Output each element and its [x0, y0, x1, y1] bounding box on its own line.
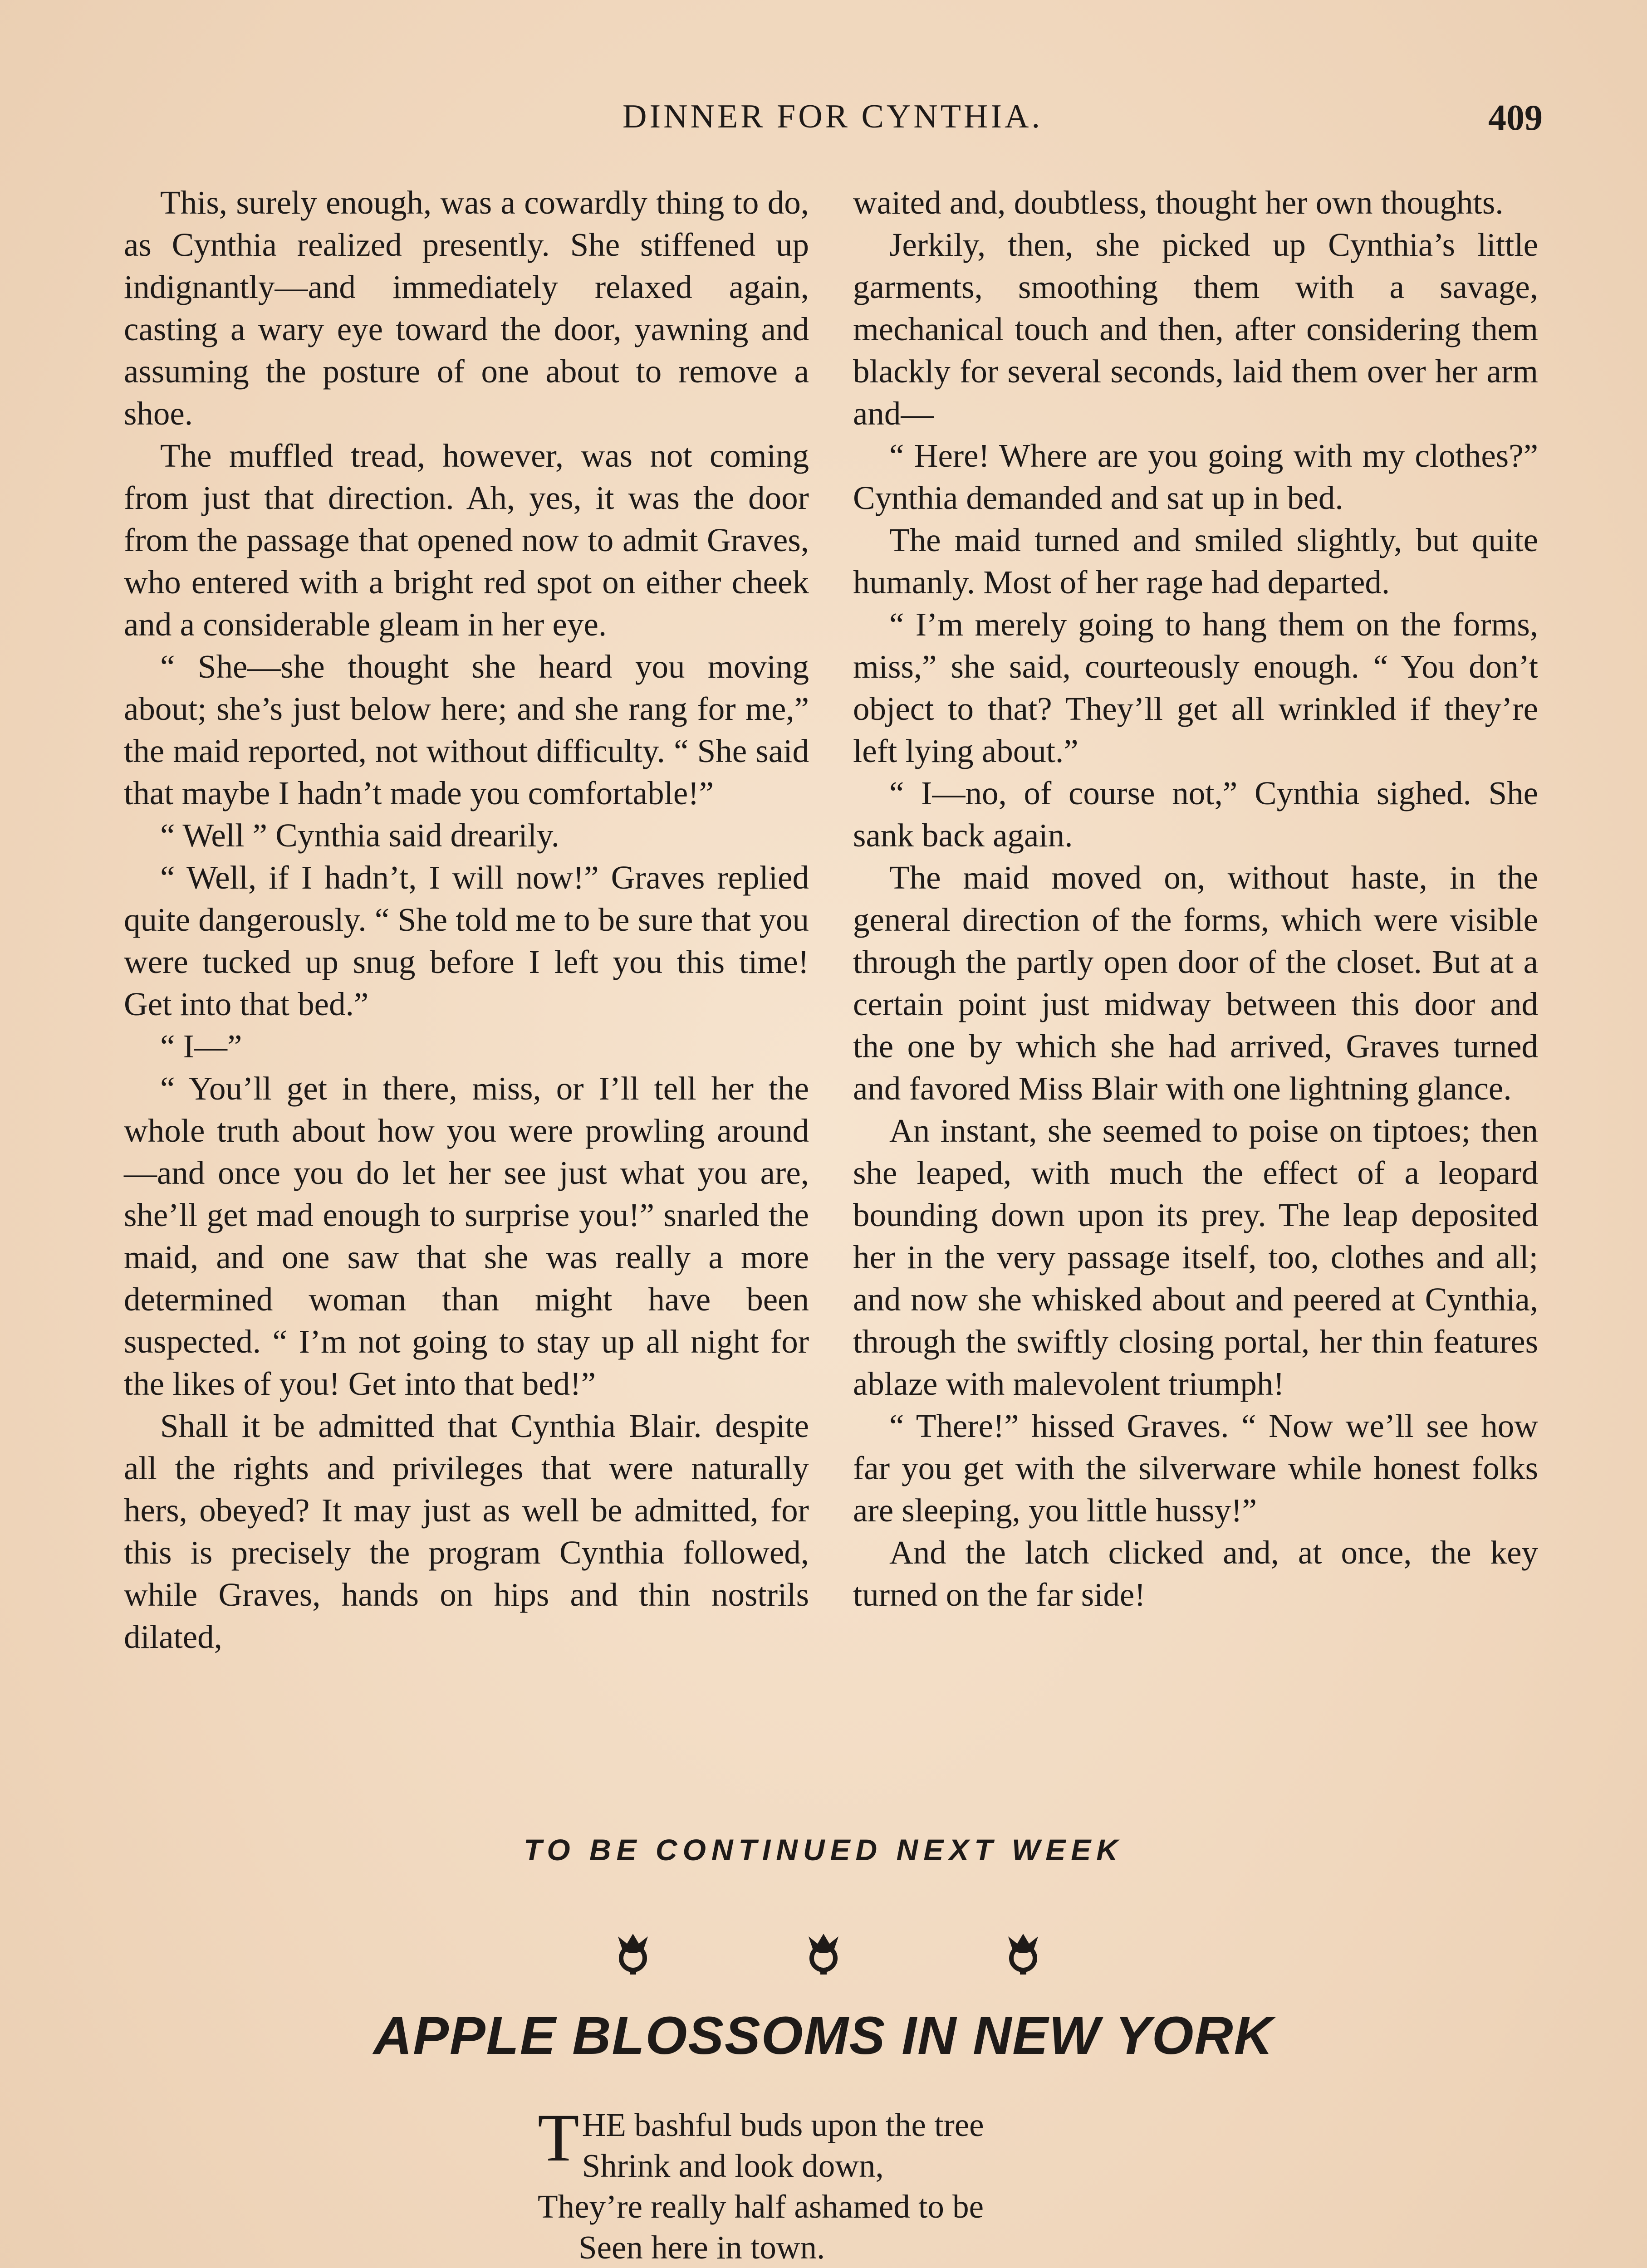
paragraph: “ I—no, of course not,” Cynthia sighed. She sank back again.: [853, 775, 1538, 854]
poem-title: APPLE BLOSSOMS IN NEW YORK: [373, 2006, 1274, 2066]
paragraph: The muffled tread, however, was not coming from just that direction. Ah, yes, it was the door from the passage that opened now to admit Graves, who entered with a bright red spot on either cheek and a considerable gleam in her eye.: [124, 437, 809, 643]
tulip-ornament-icon: [1003, 1930, 1044, 1975]
paragraph: Jerkily, then, she picked up Cynthia’s little garments, smoothing them with a savage, mechanical touch and then, after considering them blackly for several seconds, laid them over her arm and—: [853, 226, 1538, 432]
paragraph: This, surely enough, was a cowardly thing to do, as Cynthia realized presently. She stiffened up indignantly—and immediately relaxed again, casting a wary eye toward the door, yawning and assuming the posture of one about to remove a shoe.: [124, 184, 809, 432]
paragraph: An instant, she seemed to poise on tiptoes; then she leaped, with much the effect of a leopard bounding down upon its prey. The leap deposited her in the very passage itself, too, clothes and all; and now she whisked about and peered at Cynthia, through the swiftly closing portal, her thin features ablaze with malevolent triumph!: [853, 1112, 1538, 1402]
left-text-column: [124, 181, 809, 1658]
poem-line: Shrink and look down,: [582, 2147, 884, 2184]
running-title: DINNER FOR CYNTHIA.: [623, 98, 1043, 135]
paragraph: “ Well, if I hadn’t, I will now!” Graves replied quite dangerously. “ She told me to be sure that you were tucked up snug before I left you this time! Get into that bed.”: [124, 859, 809, 1022]
paragraph: The maid turned and smiled slightly, but quite humanly. Most of her rage had departed.: [853, 522, 1538, 601]
poem-line: Seen here in town.: [578, 2229, 825, 2266]
ornament-divider: [0, 1930, 1647, 1980]
poem-line-text: HE bashful buds upon the tree: [582, 2107, 984, 2143]
paragraph-continuation: waited and, doubtless, thought her own thoughts.: [853, 184, 1504, 221]
right-text-column: [853, 181, 1538, 1616]
drop-cap: T: [538, 2100, 579, 2175]
continued-notice: TO BE CONTINUED NEXT WEEK: [524, 1833, 1123, 1867]
tulip-ornament-icon: [803, 1930, 844, 1975]
paragraph: Shall it be admitted that Cynthia Blair. despite all the rights and privileges that were naturally hers, obeyed? It may just as well be admitted, for this is precisely the program Cynthia followed, while Graves, hands on hips and thin nostrils dilated,: [124, 1408, 809, 1655]
poem-line: They’re really half ashamed to be: [538, 2188, 984, 2225]
paragraph: “ She—she thought she heard you moving about; she’s just below here; and she rang for me,” the maid reported, not without difficulty. “ She said that maybe I hadn’t made you comfortable!”: [124, 648, 809, 811]
paragraph: And the latch clicked and, at once, the key turned on the far side!: [853, 1534, 1538, 1613]
paragraph: “ There!” hissed Graves. “ Now we’ll see how far you get with the silverware while honest folks are sleeping, you little hussy!”: [853, 1408, 1538, 1529]
paragraph: “ I—”: [160, 1028, 242, 1065]
tulip-ornament-icon: [613, 1930, 653, 1975]
poem: [538, 2100, 1218, 2268]
page-header: [123, 98, 1543, 147]
paragraph: “ Well ” Cynthia said drearily.: [160, 817, 559, 854]
paragraph: The maid moved on, without haste, in the general direction of the forms, which were visible through the partly open door of the closet. But at a certain point just midway between this door and the one by which she had arrived, Graves turned and favored Miss Blair with one lightning glance.: [853, 859, 1538, 1107]
paragraph: “ I’m merely going to hang them on the forms, miss,” she said, courteously enough. “ You don’t object to that? They’ll get all wrinkled if they’re left lying about.”: [853, 606, 1538, 769]
page-number: 409: [1488, 98, 1543, 138]
paragraph: “ You’ll get in there, miss, or I’ll tell her the whole truth about how you were prowling around—and once you do let her see just what you are, she’ll get mad enough to surprise you!” snarled the maid, and one saw that she was really a more determined woman than might have been suspected. “ I’m not going to stay up all night for the likes of you! Get into that bed!”: [124, 1070, 809, 1402]
paragraph: “ Here! Where are you going with my clothes?” Cynthia demanded and sat up in bed.: [853, 437, 1538, 516]
